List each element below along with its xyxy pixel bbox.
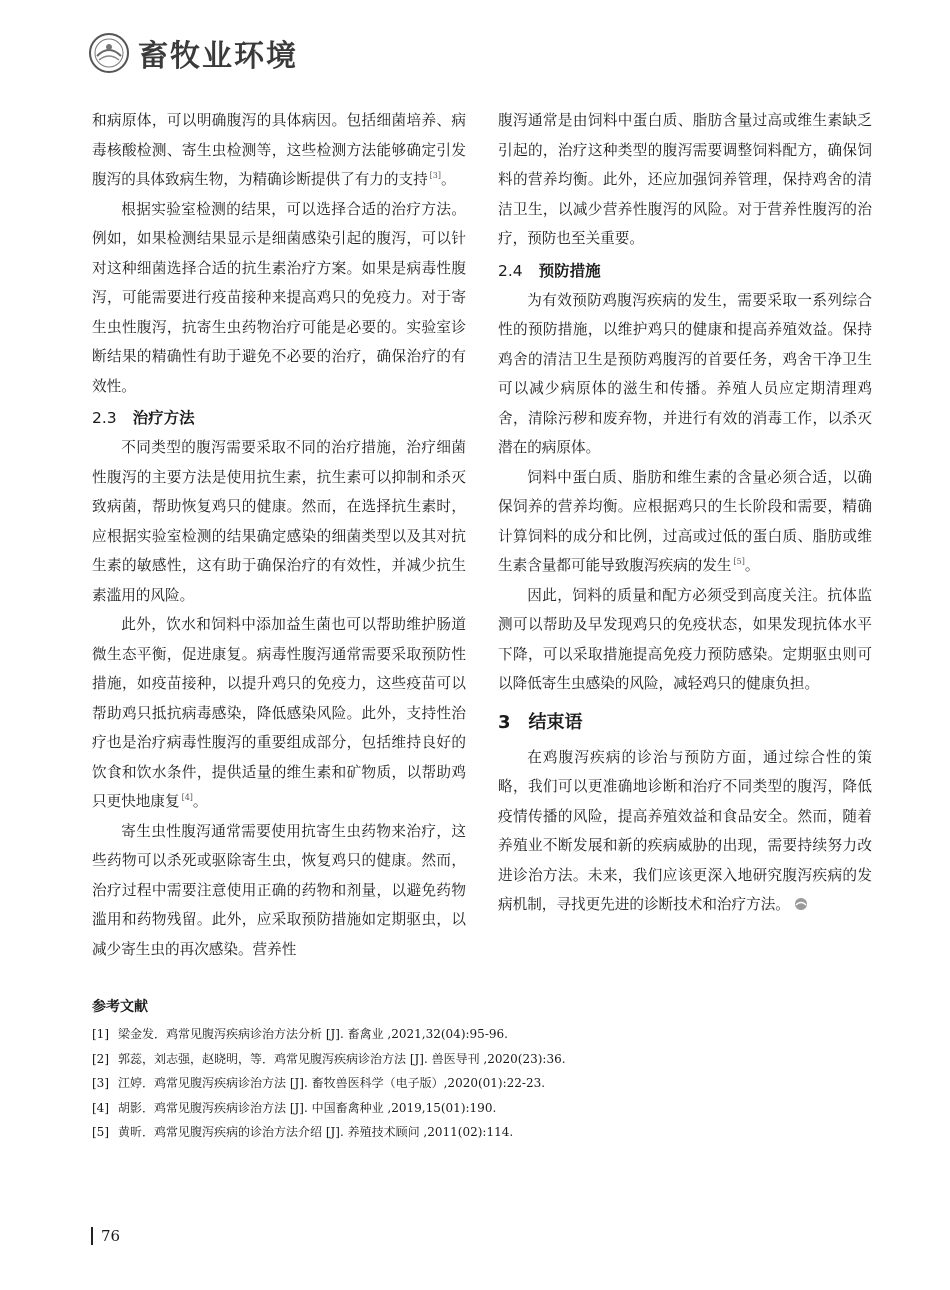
paragraph: 根据实验室检测的结果，可以选择合适的治疗方法。例如，如果检测结果显示是细菌感染引起的腹泻，可以针对这种细菌选择合适的抗生素治疗方案。如果是病毒性腹泻，可能需要进行疫苗接种来提高鸡只的免疫力。对于寄生虫性腹泻，抗寄生虫药物治疗可能是必要的。实验室诊断结果的精确性有助于避免不必要的治疗，确保治疗的有效性。 xyxy=(92,200,466,395)
reference-item: [5] 黄昕．鸡常见腹泻疾病的诊治方法介绍 [J]. 养殖技术顾问 ,2011(02):114. xyxy=(92,1125,514,1139)
section-heading-2-3: 2.3 治疗方法 xyxy=(92,409,195,427)
paragraph: 寄生虫性腹泻通常需要使用抗寄生虫药物来治疗，这些药物可以杀死或驱除寄生虫，恢复鸡只的健康。然而，治疗过程中需要注意使用正确的药物和剂量，以避免药物滥用和药物残留。此外，应采取预防措施如定期驱虫，以减少寄生虫的再次感染。营养性 xyxy=(92,822,466,958)
journal-emblem-icon xyxy=(88,32,130,74)
reference-item: [1] 梁金发．鸡常见腹泻疾病诊治方法分析 [J]. 畜禽业 ,2021,32(04):95-96. xyxy=(92,1027,508,1041)
section-heading-2-4: 2.4 预防措施 xyxy=(498,261,601,280)
paragraph: 为有效预防鸡腹泻疾病的发生，需要采取一系列综合性的预防措施，以维护鸡只的健康和提高养殖效益。保持鸡舍的清洁卫生是预防鸡腹泻的首要任务，鸡舍干净卫生可以减少病原体的滋生和传播。养殖人员应定期清理鸡舍，清除污秽和废弃物，并进行有效的消毒工作，以杀灭潜在的病原体。 xyxy=(498,291,872,456)
paragraph: 在鸡腹泻疾病的诊治与预防方面，通过综合性的策略，我们可以更准确地诊断和治疗不同类型的腹泻，降低疫情传播的风险，提高养殖效益和食品安全。然而，随着养殖业不断发展和新的疾病威胁的出现，需要持续努力改进诊治方法。未来，我们应该更深入地研究腹泻疾病的发病机制，寻找更先进的诊断技术和治疗方法。 xyxy=(498,748,872,913)
right-column xyxy=(498,106,872,920)
paragraph: 饲料中蛋白质、脂肪和维生素的含量必须合适，以确保饲养的营养均衡。应根据鸡只的生长阶段和需要，精确计算饲料的成分和比例，过高或过低的蛋白质、脂肪或维生素含量都可能导致腹泻疾病的发生 [5]。 xyxy=(498,468,872,574)
paragraph: 和病原体，可以明确腹泻的具体病因。包括细菌培养、病毒核酸检测、寄生虫检测等，这些检测方法能够确定引发腹泻的具体致病生物，为精确诊断提供了有力的支持 [3]。 xyxy=(92,112,466,188)
article-end-icon xyxy=(794,897,808,911)
paragraph: 此外，饮水和饲料中添加益生菌也可以帮助维护肠道微生态平衡，促进康复。病毒性腹泻通常需要采取预防性措施，如疫苗接种，以提升鸡只的免疫力，这些疫苗可以帮助鸡只抵抗病毒感染，降低感染风险。此外，支持性治疗也是治疗病毒性腹泻的重要组成部分，包括维持良好的饮食和饮水条件，提供适量的维生素和矿物质，以帮助鸡只更快地康复 [4]。 xyxy=(92,616,466,810)
citation: [3] xyxy=(429,171,442,181)
page-number: 76 xyxy=(101,1227,121,1245)
citation: [4] xyxy=(181,793,193,803)
references-section xyxy=(92,996,872,1145)
left-column xyxy=(92,106,466,964)
page-footer xyxy=(91,1227,120,1245)
citation: [5] xyxy=(733,557,745,567)
references-title: 参考文献 xyxy=(92,999,148,1015)
journal-title: 畜牧业环境 xyxy=(138,39,298,74)
paragraph: 因此，饲料的质量和配方必须受到高度关注。抗体监测可以帮助及早发现鸡只的免疫状态，如果发现抗体水平下降，可以采取措施提高免疫力预防感染。定期驱虫则可以降低寄生虫感染的风险，减轻鸡只的健康负担。 xyxy=(498,586,872,692)
reference-item: [2] 郭蕊，刘志强，赵晓明，等．鸡常见腹泻疾病诊治方法 [J]. 兽医导刊 ,2020(23):36. xyxy=(92,1051,566,1066)
section-heading-3: 3 结束语 xyxy=(498,711,583,733)
paragraph: 不同类型的腹泻需要采取不同的治疗措施，治疗细菌性腹泻的主要方法是使用抗生素，抗生素可以抑制和杀灭致病菌，帮助恢复鸡只的健康。然而，在选择抗生素时，应根据实验室检测的结果确定感染的细菌类型以及其对抗生素的敏感性，这有助于确保治疗的有效性，并减少抗生素滥用的风险。 xyxy=(92,439,466,604)
paragraph: 腹泻通常是由饲料中蛋白质、脂肪含量过高或维生素缺乏引起的，治疗这种类型的腹泻需要调整饲料配方，确保饲料的营养均衡。此外，还应加强饲养管理，保持鸡舍的清洁卫生，以减少营养性腹泻的风险。对于营养性腹泻的治疗，预防也至关重要。 xyxy=(498,112,872,247)
reference-item: [4] 胡影．鸡常见腹泻疾病诊治方法 [J]. 中国畜禽种业 ,2019,15(01):190. xyxy=(92,1100,497,1115)
footer-divider xyxy=(91,1227,93,1245)
journal-header xyxy=(88,30,298,76)
reference-item: [3] 江婷．鸡常见腹泻疾病诊治方法 [J]. 畜牧兽医科学（电子版）,2020(01):22-23. xyxy=(92,1076,546,1090)
